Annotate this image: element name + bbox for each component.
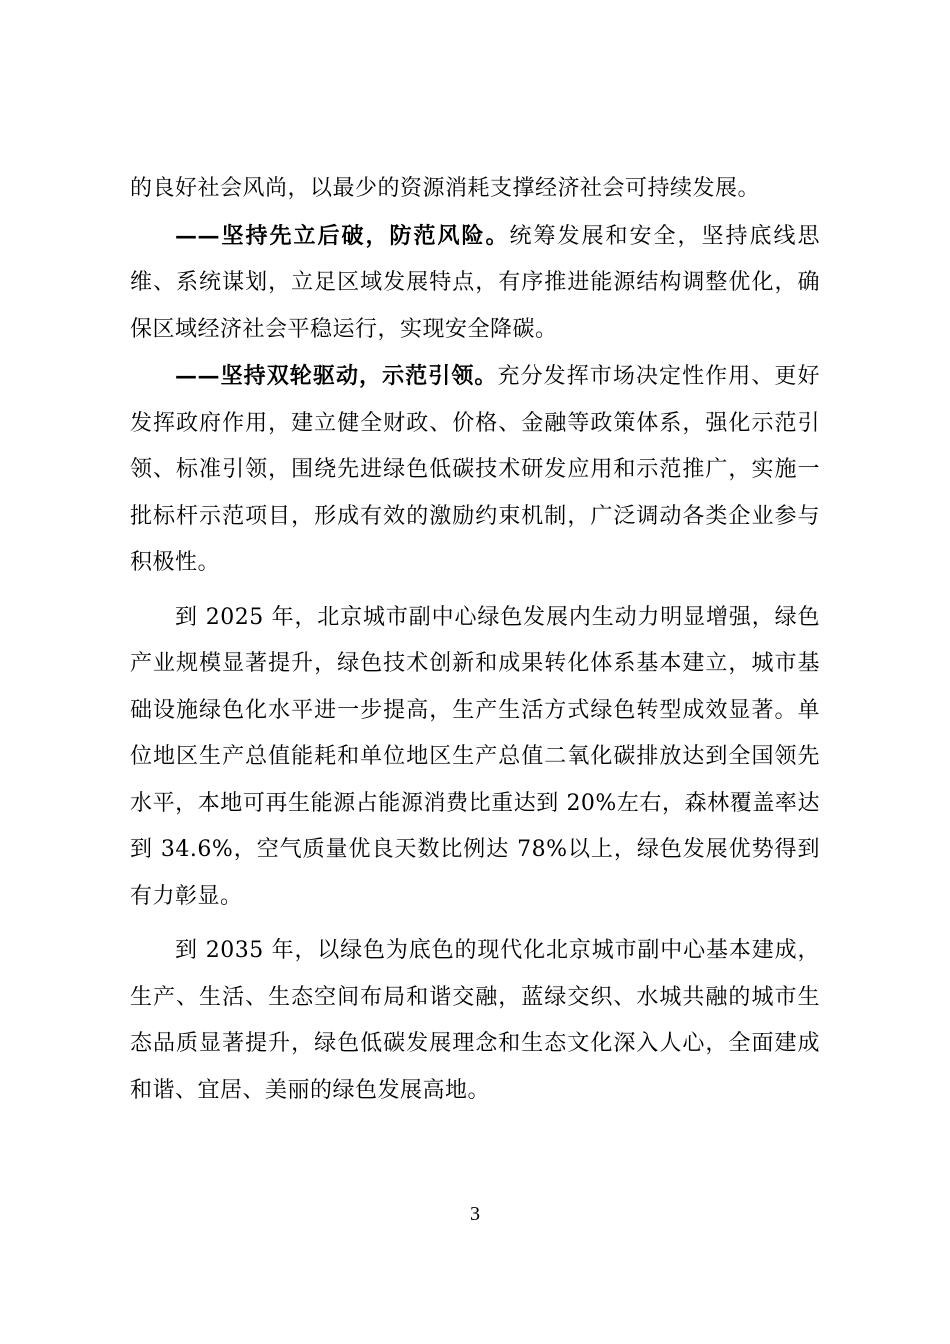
page-number: 3 <box>470 1203 480 1225</box>
paragraph-text: 的良好社会风尚，以最少的资源消耗支撑经济社会可持续发展。 <box>130 176 761 201</box>
paragraph-text: 到 2035 年，以绿色为底色的现代化北京城市副中心基本建成，生产、生活、生态空间布局和谐交融，蓝绿交织、水城共融的城市生态品质显著提升，绿色低碳发展理念和生态文化深入人心，全面建成和谐、宜居、美丽的绿色发展高地。 <box>130 938 820 1103</box>
paragraph-principle-dual-drive <box>130 353 820 587</box>
paragraph-text: 充分发挥市场决定性作用、更好发挥政府作用，建立健全财政、价格、金融等政策体系，强化示范引领、标准引领，围绕先进绿色低碳技术研发应用和示范推广，实施一批标杆示范项目，形成有效的激励约束机制，广泛调动各类企业参与积极性。 <box>130 364 820 575</box>
document-body <box>130 166 820 1114</box>
paragraph-text: 统筹发展和安全，坚持底线思维、系统谋划，立足区域发展特点，有序推进能源结构调整优化，确保区域经济社会平稳运行，实现安全降碳。 <box>130 223 820 342</box>
paragraph-principle-safety <box>130 213 820 354</box>
paragraph-text: 到 2025 年，北京城市副中心绿色发展内生动力明显增强，绿色产业规模显著提升，绿色技术创新和成果转化体系基本建立，城市基础设施绿色化水平进一步提高，生产生活方式绿色转型成效显著。单位地区生产总值能耗和单位地区生产总值二氧化碳排放达到全国领先水平，本地可再生能源占能源消费比重达到 20%左右，森林覆盖率达到 34.6%，空气质量优良天数比例达 78%以上，绿色发展优势得到有力彰显。 <box>130 604 820 909</box>
paragraph-goal-2035 <box>130 928 820 1114</box>
paragraph-goal-2025 <box>130 595 820 921</box>
paragraph-continuation <box>130 166 820 213</box>
paragraph-lead-heading: ——坚持双轮驱动，示范引领。 <box>175 363 498 389</box>
paragraph-lead-heading: ——坚持先立后破，防范风险。 <box>175 222 510 249</box>
